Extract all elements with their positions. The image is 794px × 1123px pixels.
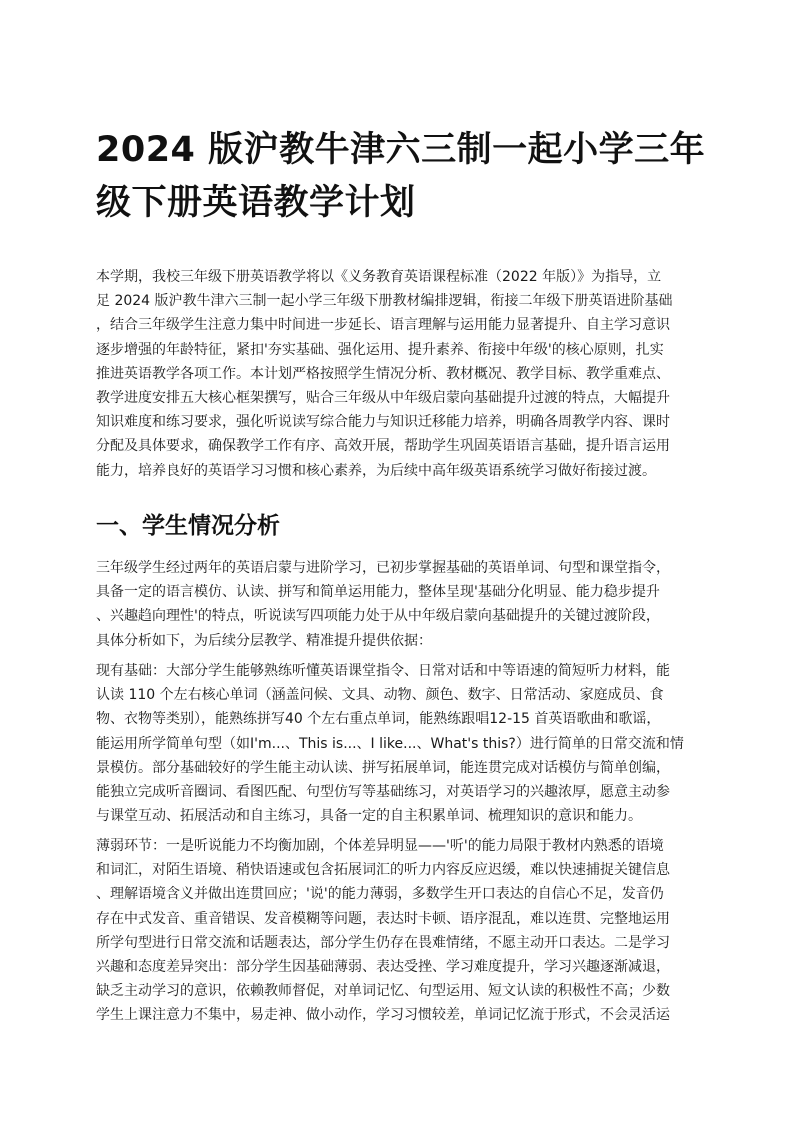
text-line: 、兴趣趋向理性'的特点，听说读写四项能力处于从中年级启蒙向基础提升的关键过渡阶段， — [96, 608, 660, 625]
text-line: 知识难度和练习要求，强化听说读写综合能力与知识迁移能力培养，明确各周教学内容、课时 — [96, 414, 670, 431]
text-line: 兴趣和态度差异突出：部分学生因基础薄弱、表达受挫、学习难度提升，学习兴趣逐渐减退， — [96, 959, 670, 976]
text-line: 景模仿。部分基础较好的学生能主动认读、拼写拓展单词，能连贯完成对话模仿与简单创编， — [96, 759, 670, 776]
text-line: 分配及具体要求，确保教学工作有序、高效开展，帮助学生巩固英语语言基础，提升语言运用 — [96, 438, 670, 455]
text-line: 学生上课注意力不集中，易走神、做小动作，学习习惯较差，单词记忆流于形式，不会灵活运 — [96, 1007, 670, 1024]
text-line: 逐步增强的年龄特征，紧扣'夯实基础、强化运用、提升素养、衔接中年级'的核心原则，扎实 — [96, 341, 664, 358]
intro-paragraph — [96, 265, 706, 483]
text-line: 能独立完成听音圈词、看图匹配、句型仿写等基础练习，对英语学习的兴趣浓厚，愿意主动参 — [96, 784, 670, 801]
text-line: ，结合三年级学生注意力集中时间进一步延长、语言理解与运用能力显著提升、自主学习意识 — [96, 317, 670, 334]
text-line: 和词汇，对陌生语境、稍快语速或包含拓展词汇的听力内容反应迟缓，难以快速捕捉关键信息 — [96, 862, 670, 879]
section-paragraph-weak-points — [96, 834, 706, 1028]
text-line: 缺乏主动学习的意识，依赖教师督促，对单词记忆、句型运用、短文认读的积极性不高；少数 — [96, 983, 670, 1000]
text-line: 、理解语境含义并做出连贯回应；'说'的能力薄弱，多数学生开口表达的自信心不足，发音仍 — [96, 886, 664, 903]
text-line: 认读 110 个左右核心单词（涵盖问候、文具、动物、颜色、数字、日常活动、家庭成员、食 — [96, 687, 664, 704]
text-line: 与课堂互动、拓展活动和自主练习，具备一定的自主积累单词、梳理知识的意识和能力。 — [96, 808, 642, 825]
text-line: 薄弱环节：一是听说能力不均衡加剧，个体差异明显——'听'的能力局限于教材内熟悉的语境 — [96, 838, 664, 854]
title-line: 2024 版沪教牛津六三制一起小学三年 — [96, 130, 706, 170]
section-heading: 一、学生情况分析 — [96, 513, 280, 539]
text-line: 本学期，我校三年级下册英语教学将以《义务教育英语课程标准（2022 年版）》为指导，立 — [96, 269, 662, 285]
text-line: 具备一定的语言模仿、认读、拼写和简单运用能力，整体呈现'基础分化明显、能力稳步提升 — [96, 584, 660, 601]
section-paragraph-existing-basis — [96, 659, 706, 828]
text-line: 教学进度安排五大核心框架撰写，贴合三年级从中年级启蒙向基础提升过渡的特点，大幅提升 — [96, 390, 670, 407]
title-line: 级下册英语教学计划 — [96, 183, 416, 223]
text-line: 足 2024 版沪教牛津六三制一起小学三年级下册教材编排逻辑，衔接二年级下册英语进阶基础 — [96, 293, 673, 310]
text-line: 现有基础：大部分学生能够熟练听懂英语课堂指令、日常对话和中等语速的简短听力材料，能 — [96, 663, 670, 679]
text-line: 所学句型进行日常交流和话题表达，部分学生仍存在畏难情绪，不愿主动开口表达。二是学习 — [96, 934, 670, 951]
text-line: 存在中式发音、重音错误、发音模糊等问题，表达时卡顿、语序混乱，难以连贯、完整地运用 — [96, 910, 670, 927]
text-line: 能运用所学简单句型（如I'm...、This is...、I like...、What's this?）进行简单的日常交流和情 — [96, 735, 684, 752]
text-line: 物、衣物等类别），能熟练拼写40 个左右重点单词，能熟练跟唱12-15 首英语歌曲和歌谣， — [96, 711, 661, 728]
document-title — [96, 124, 716, 230]
text-line: 能力，培养良好的英语学习习惯和核心素养，为后续中高年级英语系统学习做好衔接过渡。 — [96, 462, 656, 479]
text-line: 三年级学生经过两年的英语启蒙与进阶学习，已初步掌握基础的英语单词、句型和课堂指令， — [96, 560, 670, 576]
text-line: 推进英语教学各项工作。本计划严格按照学生情况分析、教材概况、教学目标、教学重难点、 — [96, 365, 670, 382]
section-paragraph-overview — [96, 556, 706, 653]
text-line: 具体分析如下，为后续分层教学、精准提升提供依据： — [96, 632, 432, 649]
